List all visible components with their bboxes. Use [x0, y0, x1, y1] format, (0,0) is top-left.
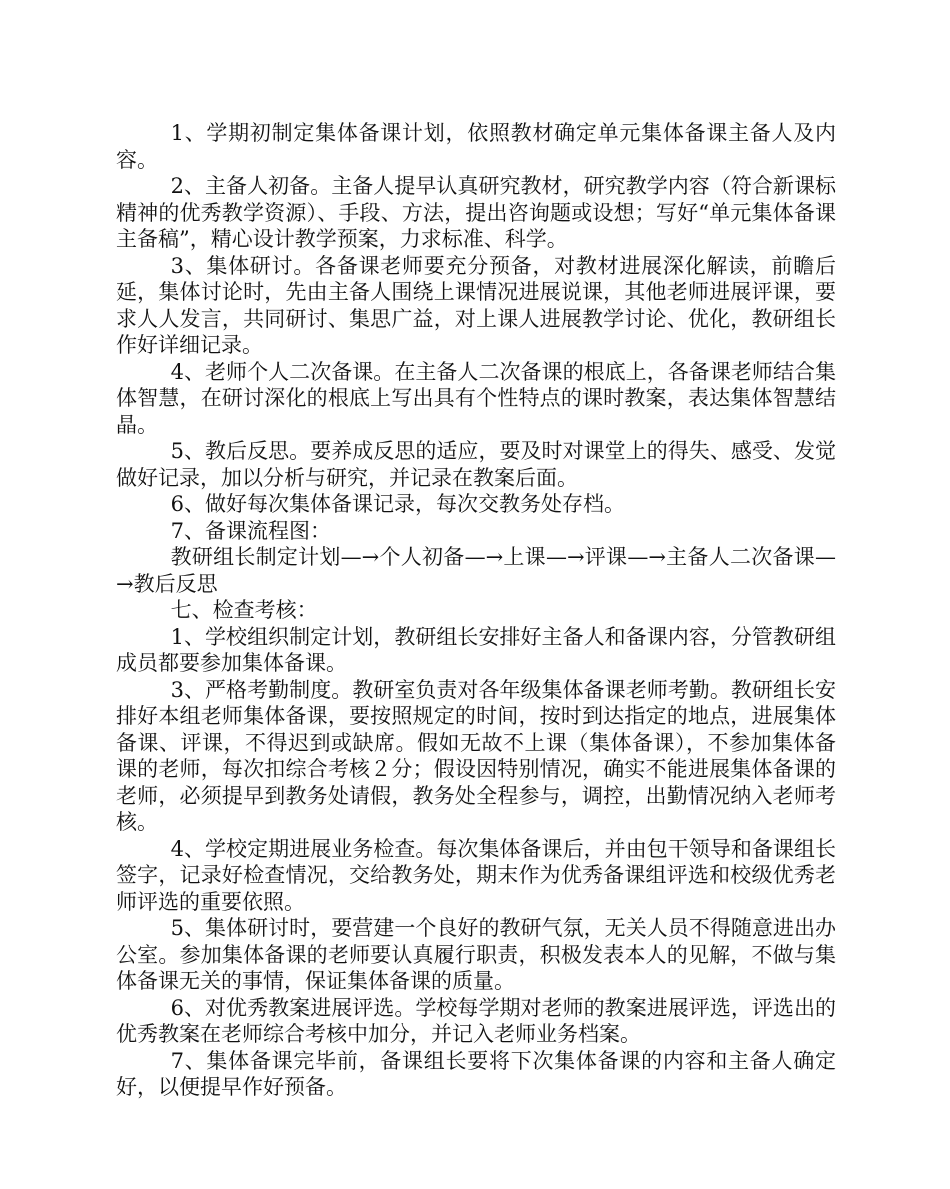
paragraph: 3、严格考勤制度。教研室负责对各年级集体备课老师考勤。教研组长安排好本组老师集体备课，要按照规定的时间，按时到达指定的地点，进展集体备课、评课，不得迟到或缺席。假如无故不上课（集体备课），不参加集体备课的老师，每次扣综合考核２分；假设因特别情况，确实不能进展集体备课的老师，必须提早到教务处请假，教务处全程参与，调控，出勤情况纳入老师考核。 [116, 677, 836, 834]
paragraph: 5、教后反思。要养成反思的适应，要及时对课堂上的得失、感受、发觉做好记录，加以分析与研究，并记录在教案后面。 [116, 439, 836, 490]
paragraph: 4、学校定期进展业务检查。每次集体备课后，并由包干领导和备课组长签字，记录好检查情况，交给教务处，期末作为优秀备课组评选和校级优秀老师评选的重要依照。 [116, 836, 836, 914]
paragraph: 1、学校组织制定计划，教研组长安排好主备人和备课内容，分管教研组成员都要参加集体备课。 [116, 624, 836, 675]
section-heading: 七、检查考核： [170, 598, 318, 622]
paragraph: 6、对优秀教案进展评选。学校每学期对老师的教案进展评选，评选出的优秀教案在老师综合考核中加分，并记入老师业务档案。 [116, 995, 836, 1046]
paragraph: 4、老师个人二次备课。在主备人二次备课的根底上，各备课老师结合集体智慧，在研讨深化的根底上写出具有个性特点的课时教案，表达集体智慧结晶。 [116, 359, 836, 437]
paragraph: 7、备课流程图： [170, 518, 331, 543]
paragraph: 7、集体备课完毕前，备课组长要将下次集体备课的内容和主备人确定好，以便提早作好预备。 [116, 1048, 836, 1099]
paragraph: 6、做好每次集体备课记录，每次交教务处存档。 [170, 492, 625, 516]
paragraph: 3、集体研讨。各备课老师要充分预备，对教材进展深化解读，前瞻后延，集体讨论时，先由主备人围绕上课情况进展说课，其他老师进展评课，要求人人发言，共同研讨、集思广益，对上课人进展教学讨论、优化，教研组长作好详细记录。 [116, 253, 836, 357]
document-body [116, 120, 836, 1101]
paragraph: 2、主备人初备。主备人提早认真研究教材，研究教学内容（符合新课标精神的优秀教学资源）、手段、方法，提出咨询题或设想；写好“单元集体备课主备稿”，精心设计教学预案，力求标准、科学。 [116, 174, 836, 251]
flowchart-text: 教研组长制定计划—→个人初备—→上课—→评课—→主备人二次备课—→教后反思 [116, 545, 836, 596]
paragraph: 5、集体研讨时，要营建一个良好的教研气氛，无关人员不得随意进出办公室。参加集体备课的老师要认真履行职责，积极发表本人的见解，不做与集体备课无关的事情，保证集体备课的质量。 [116, 916, 836, 993]
paragraph: 1、学期初制定集体备课计划，依照教材确定单元集体备课主备人及内容。 [116, 121, 836, 172]
